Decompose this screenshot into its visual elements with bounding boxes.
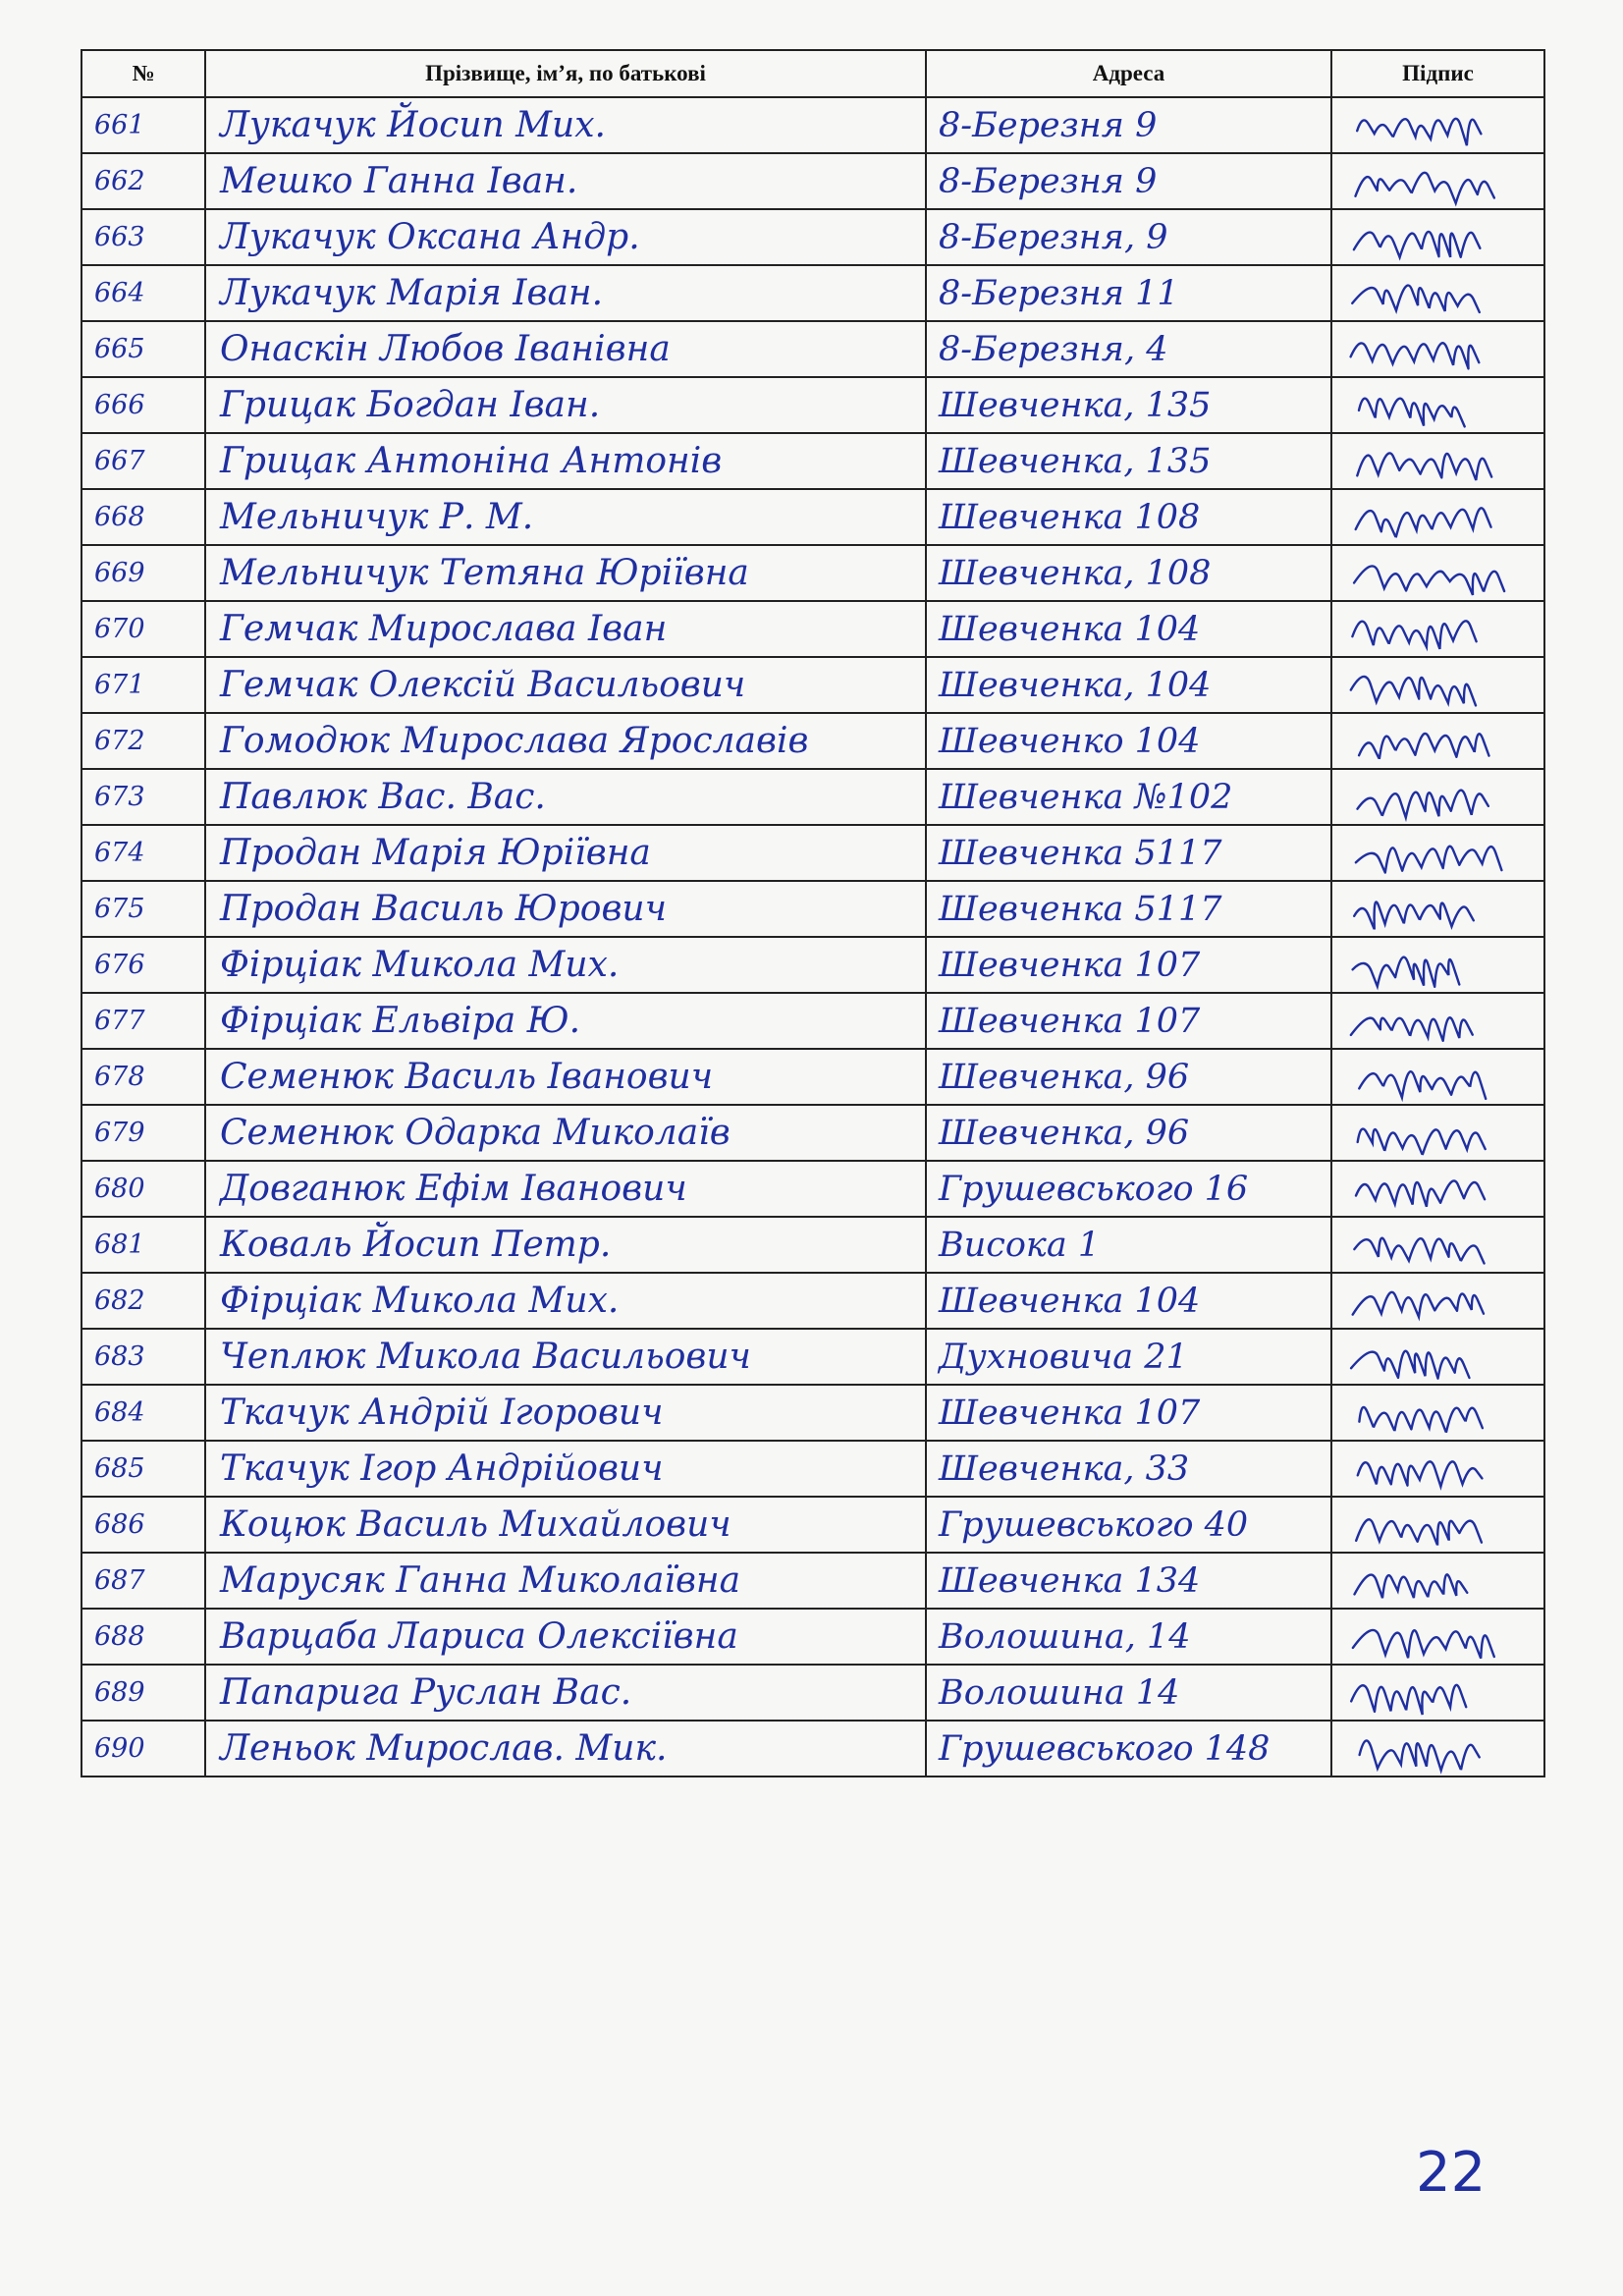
signature	[1331, 993, 1544, 1049]
person-name: Фірціак Ельвіра Ю.	[205, 993, 926, 1049]
signature	[1331, 769, 1544, 825]
signature-scribble	[1332, 492, 1539, 543]
row-number: 669	[81, 545, 205, 601]
signature	[1331, 1721, 1544, 1777]
signature-scribble	[1332, 1723, 1539, 1775]
address: 8-Березня 9	[926, 153, 1331, 209]
signature	[1331, 545, 1544, 601]
table-row	[81, 1721, 1544, 1777]
signature	[1331, 1385, 1544, 1441]
address: Волошина 14	[926, 1665, 1331, 1721]
person-name: Гемчак Мирослава Іван	[205, 601, 926, 657]
table-row	[81, 713, 1544, 769]
signature	[1331, 825, 1544, 881]
signature-scribble	[1332, 828, 1539, 879]
signature	[1331, 1497, 1544, 1553]
row-number: 677	[81, 993, 205, 1049]
signature-scribble	[1332, 660, 1539, 711]
person-name: Грицак Богдан Іван.	[205, 377, 926, 433]
person-name: Ткачук Андрій Ігорович	[205, 1385, 926, 1441]
table-row	[81, 545, 1544, 601]
signature	[1331, 489, 1544, 545]
address: Шевченка №102	[926, 769, 1331, 825]
row-number: 675	[81, 881, 205, 937]
header-row	[81, 50, 1544, 97]
signature-scribble	[1332, 1332, 1539, 1383]
address: Шевченка, 96	[926, 1105, 1331, 1161]
column-header-number: №	[81, 50, 205, 97]
signature-scribble	[1332, 996, 1539, 1047]
row-number: 664	[81, 265, 205, 321]
address: Духновича 21	[926, 1329, 1331, 1385]
signature	[1331, 1049, 1544, 1105]
address: Шевченка, 135	[926, 433, 1331, 489]
address: Шевченка, 96	[926, 1049, 1331, 1105]
person-name: Лукачук Оксана Андр.	[205, 209, 926, 265]
signature-scribble	[1332, 212, 1539, 263]
address: 8-Березня, 4	[926, 321, 1331, 377]
table-row	[81, 1553, 1544, 1609]
signature	[1331, 881, 1544, 937]
signature	[1331, 1217, 1544, 1273]
person-name: Фірціак Микола Мих.	[205, 937, 926, 993]
person-name: Марусяк Ганна Миколаївна	[205, 1553, 926, 1609]
address: Шевченка 5117	[926, 881, 1331, 937]
address: Шевченка, 108	[926, 545, 1331, 601]
person-name: Грицак Антоніна Антонів	[205, 433, 926, 489]
signature-scribble	[1332, 1164, 1539, 1215]
person-name: Семенюк Василь Іванович	[205, 1049, 926, 1105]
signature-scribble	[1332, 1052, 1539, 1103]
signature	[1331, 1553, 1544, 1609]
signature-scribble	[1332, 100, 1539, 151]
signature	[1331, 377, 1544, 433]
table-row	[81, 1105, 1544, 1161]
row-number: 680	[81, 1161, 205, 1217]
row-number: 662	[81, 153, 205, 209]
table-row	[81, 1385, 1544, 1441]
table-row	[81, 209, 1544, 265]
signature	[1331, 97, 1544, 153]
table-row	[81, 657, 1544, 713]
signature	[1331, 1105, 1544, 1161]
person-name: Мельничук Тетяна Юріївна	[205, 545, 926, 601]
column-header-address: Адреса	[926, 50, 1331, 97]
signature	[1331, 153, 1544, 209]
table-row	[81, 153, 1544, 209]
page-number: 22	[1416, 2141, 1487, 2205]
row-number: 673	[81, 769, 205, 825]
person-name: Гемчак Олексій Васильович	[205, 657, 926, 713]
address: Шевченка 107	[926, 937, 1331, 993]
row-number: 663	[81, 209, 205, 265]
address: Шевченка, 33	[926, 1441, 1331, 1497]
signature-scribble	[1332, 324, 1539, 375]
table-row	[81, 1049, 1544, 1105]
signature-scribble	[1332, 884, 1539, 935]
address: Шевченка, 104	[926, 657, 1331, 713]
table-body	[81, 97, 1544, 1777]
table-row	[81, 825, 1544, 881]
address: 8-Березня 11	[926, 265, 1331, 321]
address: 8-Березня, 9	[926, 209, 1331, 265]
address: Шевченка 104	[926, 601, 1331, 657]
table-row	[81, 265, 1544, 321]
row-number: 665	[81, 321, 205, 377]
row-number: 681	[81, 1217, 205, 1273]
person-name: Продан Марія Юріївна	[205, 825, 926, 881]
signature-scribble	[1332, 772, 1539, 823]
address: Грушевського 148	[926, 1721, 1331, 1777]
table-row	[81, 489, 1544, 545]
signature	[1331, 433, 1544, 489]
table-row	[81, 769, 1544, 825]
person-name: Чеплюк Микола Васильович	[205, 1329, 926, 1385]
signature	[1331, 209, 1544, 265]
person-name: Варцаба Лариса Олексіївна	[205, 1609, 926, 1665]
address: Шевченка 104	[926, 1273, 1331, 1329]
row-number: 688	[81, 1609, 205, 1665]
signature	[1331, 1273, 1544, 1329]
signature-scribble	[1332, 1500, 1539, 1551]
column-header-name: Прізвище, ім’я, по батькові	[205, 50, 926, 97]
signature	[1331, 1609, 1544, 1665]
person-name: Семенюк Одарка Миколаїв	[205, 1105, 926, 1161]
address: Шевченко 104	[926, 713, 1331, 769]
signature-scribble	[1332, 1556, 1539, 1607]
signature-table	[81, 49, 1545, 1777]
signature	[1331, 1441, 1544, 1497]
row-number: 672	[81, 713, 205, 769]
person-name: Мешко Ганна Іван.	[205, 153, 926, 209]
table-row	[81, 1497, 1544, 1553]
table-row	[81, 1329, 1544, 1385]
row-number: 674	[81, 825, 205, 881]
signature-scribble	[1332, 156, 1539, 207]
person-name: Продан Василь Юрович	[205, 881, 926, 937]
row-number: 684	[81, 1385, 205, 1441]
signature	[1331, 1161, 1544, 1217]
address: Грушевського 40	[926, 1497, 1331, 1553]
table-row	[81, 377, 1544, 433]
row-number: 671	[81, 657, 205, 713]
signature-scribble	[1332, 1667, 1539, 1719]
signature	[1331, 657, 1544, 713]
person-name: Ткачук Ігор Андрійович	[205, 1441, 926, 1497]
table-row	[81, 1273, 1544, 1329]
signature	[1331, 1665, 1544, 1721]
column-header-signature: Підпис	[1331, 50, 1544, 97]
address: 8-Березня 9	[926, 97, 1331, 153]
signature-scribble	[1332, 940, 1539, 991]
signature-scribble	[1332, 1612, 1539, 1663]
signature-scribble	[1332, 1220, 1539, 1271]
person-name: Мельничук Р. М.	[205, 489, 926, 545]
signature	[1331, 321, 1544, 377]
row-number: 682	[81, 1273, 205, 1329]
table-row	[81, 993, 1544, 1049]
person-name: Довганюк Ефім Іванович	[205, 1161, 926, 1217]
row-number: 690	[81, 1721, 205, 1777]
row-number: 689	[81, 1665, 205, 1721]
address: Шевченка 108	[926, 489, 1331, 545]
signature-scribble	[1332, 716, 1539, 767]
signature	[1331, 601, 1544, 657]
row-number: 667	[81, 433, 205, 489]
row-number: 661	[81, 97, 205, 153]
row-number: 678	[81, 1049, 205, 1105]
signature-scribble	[1332, 1444, 1539, 1495]
row-number: 685	[81, 1441, 205, 1497]
signature-scribble	[1332, 436, 1539, 487]
person-name: Леньок Мирослав. Мик.	[205, 1721, 926, 1777]
signature	[1331, 937, 1544, 993]
person-name: Коцюк Василь Михайлович	[205, 1497, 926, 1553]
signature-scribble	[1332, 1108, 1539, 1159]
row-number: 686	[81, 1497, 205, 1553]
table-row	[81, 1161, 1544, 1217]
signature	[1331, 265, 1544, 321]
address: Шевченка, 135	[926, 377, 1331, 433]
row-number: 670	[81, 601, 205, 657]
person-name: Лукачук Марія Іван.	[205, 265, 926, 321]
table-row	[81, 601, 1544, 657]
table-row	[81, 321, 1544, 377]
address: Шевченка 134	[926, 1553, 1331, 1609]
row-number: 683	[81, 1329, 205, 1385]
person-name: Фірціак Микола Мих.	[205, 1273, 926, 1329]
row-number: 668	[81, 489, 205, 545]
person-name: Коваль Йосип Петр.	[205, 1217, 926, 1273]
signature-scribble	[1332, 1276, 1539, 1327]
table-row	[81, 1609, 1544, 1665]
address: Шевченка 107	[926, 1385, 1331, 1441]
signature-scribble	[1332, 380, 1539, 431]
row-number: 679	[81, 1105, 205, 1161]
table-row	[81, 97, 1544, 153]
address: Шевченка 5117	[926, 825, 1331, 881]
row-number: 676	[81, 937, 205, 993]
table-row	[81, 1665, 1544, 1721]
table-row	[81, 881, 1544, 937]
signature-scribble	[1332, 1388, 1539, 1439]
signature-scribble	[1332, 548, 1539, 599]
address: Шевченка 107	[926, 993, 1331, 1049]
table-row	[81, 1441, 1544, 1497]
row-number: 687	[81, 1553, 205, 1609]
signature	[1331, 713, 1544, 769]
row-number: 666	[81, 377, 205, 433]
person-name: Лукачук Йосип Мих.	[205, 97, 926, 153]
signature-scribble	[1332, 268, 1539, 319]
address: Висока 1	[926, 1217, 1331, 1273]
person-name: Павлюк Вас. Вас.	[205, 769, 926, 825]
address: Волошина, 14	[926, 1609, 1331, 1665]
signature-scribble	[1332, 604, 1539, 655]
person-name: Гомодюк Мирослава Ярославів	[205, 713, 926, 769]
address: Грушевського 16	[926, 1161, 1331, 1217]
table-row	[81, 937, 1544, 993]
person-name: Папарига Руслан Вас.	[205, 1665, 926, 1721]
table-row	[81, 433, 1544, 489]
signature	[1331, 1329, 1544, 1385]
person-name: Онаскін Любов Іванівна	[205, 321, 926, 377]
table-row	[81, 1217, 1544, 1273]
